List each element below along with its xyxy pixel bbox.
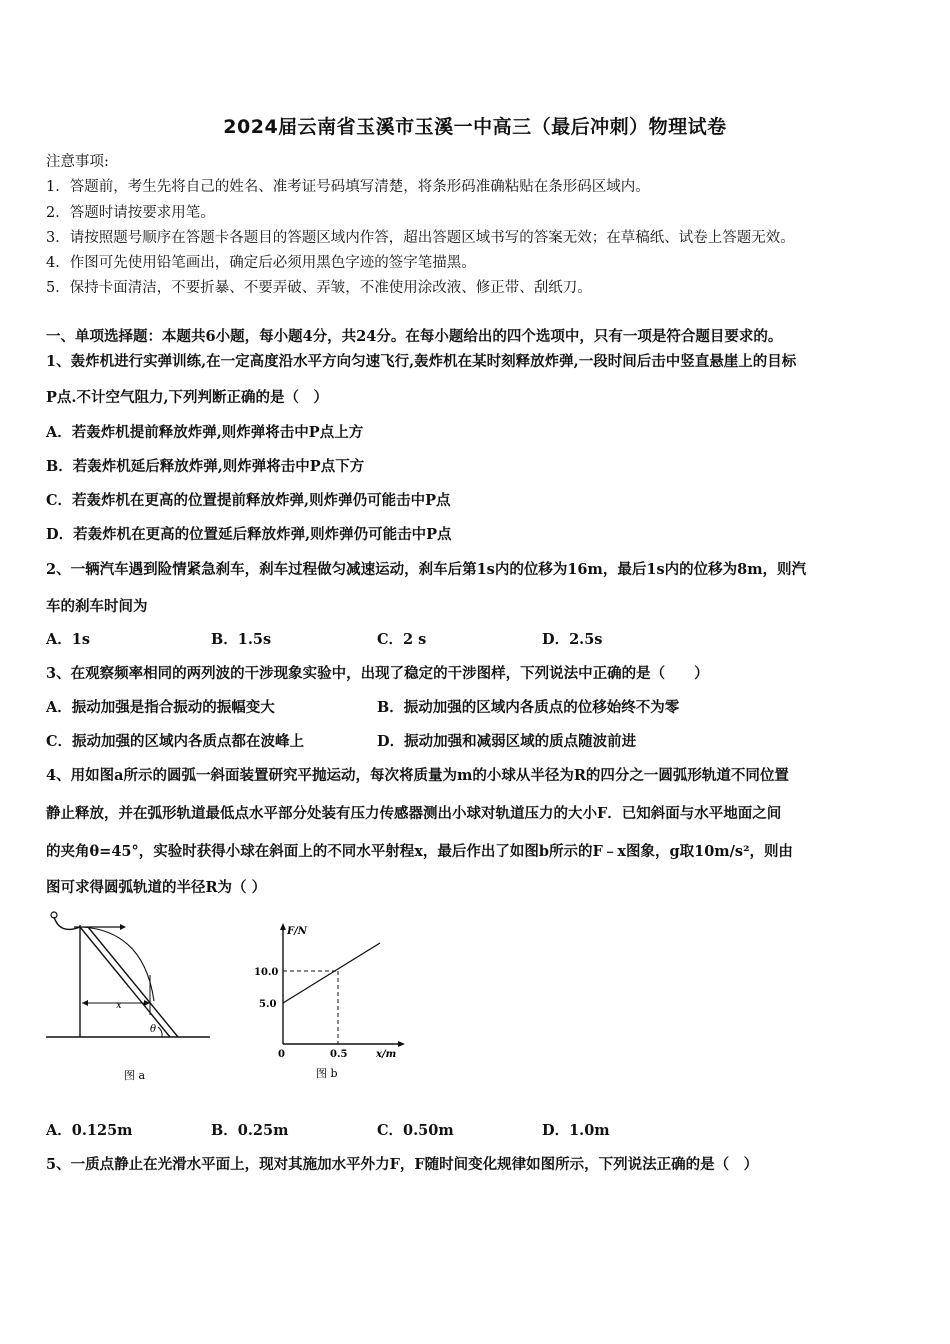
q1-stem-line: 1、轰炸机进行实弹训练,在一定高度沿水平方向匀速飞行,轰炸机在某时刻释放炸弹,一段时间后击中竖直悬崖上的目标 [46, 353, 797, 370]
fig-b-x-tick-05: 0.5 [330, 1049, 348, 1060]
q2-stem-line: 2、一辆汽车遇到险情紧急刹车，刹车过程做匀减速运动，刹车后第1s内的位移为16m，最后1s内的位移为8m，则汽 [46, 561, 807, 578]
fig-b-y-tick-10: 10.0 [254, 967, 279, 978]
q3-option-c: C．振动加强的区域内各质点都在波峰上 [46, 733, 305, 750]
q2-option-b: B．1.5s [211, 631, 272, 648]
fig-b-origin-label: 0 [278, 1049, 285, 1060]
q4-stem-line: 4、用如图a所示的圆弧一斜面装置研究平抛运动，每次将质量为m的小球从半径为R的四分之一圆弧形轨道不同位置 [46, 767, 789, 784]
q2-option-c: C．2 s [377, 631, 427, 648]
q4-option-c: C．0.50m [377, 1122, 454, 1139]
fig-b-x-axis-label: x/m [376, 1049, 397, 1060]
q4-stem-line: 图可求得圆弧轨道的半径R为（ ） [46, 879, 267, 896]
q2-stem-line: 车的刹车时间为 [46, 598, 148, 615]
fig-b-y-tick-5: 5.0 [259, 999, 277, 1010]
q3-option-b: B．振动加强的区域内各质点的位移始终不为零 [377, 699, 680, 716]
q4-stem-line: 静止释放，并在弧形轨道最低点水平部分处装有压力传感器测出小球对轨道压力的大小F．已知斜面与水平地面之间 [46, 805, 782, 822]
notice-heading: 注意事项: [46, 154, 109, 170]
q1-stem-line: P点.不计空气阻力,下列判断正确的是（ ） [46, 389, 328, 406]
q4-stem-line: 的夹角θ=45°，实验时获得小球在斜面上的不同水平射程x，最后作出了如图b所示的F﹣x图象，g取10m/s²，则由 [46, 843, 793, 860]
q2-option-a: A．1s [46, 631, 91, 648]
fig-a-caption: 图 a [124, 1069, 146, 1082]
fig-b-f-x-line [283, 943, 380, 1003]
notice-item: 2．答题时请按要求用笔。 [46, 205, 215, 221]
notice-item: 5．保持卡面清洁，不要折暴、不要弄破、弄皱，不准使用涂改液、修正带、刮纸刀。 [46, 280, 592, 296]
q3-option-a: A．振动加强是指合振动的振幅变大 [46, 699, 275, 716]
q1-option-c: C．若轰炸机在更高的位置提前释放炸弹,则炸弹仍可能击中P点 [46, 492, 451, 509]
fig-b-caption: 图 b [316, 1067, 338, 1080]
figure-a-arc-incline-apparatus [44, 905, 216, 1085]
notice-item: 3．请按照题号顺序在答题卡各题目的答题区域内作答，超出答题区域书写的答案无效；在草稿纸、试卷上答题无效。 [46, 230, 795, 246]
page-title: 2024届云南省玉溪市玉溪一中高三（最后冲刺）物理试卷 [223, 116, 727, 138]
notice-item: 1．答题前，考生先将自己的姓名、准考证号码填写清楚，将条形码准确粘贴在条形码区域内。 [46, 179, 650, 195]
q4-option-d: D．1.0m [542, 1122, 610, 1139]
notice-item: 4．作图可先使用铅笔画出，确定后必须用黑色字迹的签字笔描黑。 [46, 255, 476, 271]
q1-option-d: D．若轰炸机在更高的位置延后释放炸弹,则炸弹仍可能击中P点 [46, 526, 452, 543]
q3-stem-line: 3、在观察频率相同的两列波的干涉现象实验中，出现了稳定的干涉图样，下列说法中正确的是（ ） [46, 665, 709, 682]
fig-b-y-axis-label: F/N [287, 926, 307, 937]
q2-option-d: D．2.5s [542, 631, 603, 648]
q5-stem-line: 5、一质点静止在光滑水平面上，现对其施加水平外力F，F随时间变化规律如图所示，下列说法正确的是（ ） [46, 1156, 759, 1173]
q3-option-d: D．振动加强和减弱区域的质点随波前进 [377, 733, 637, 750]
q1-option-a: A．若轰炸机提前释放炸弹,则炸弹将击中P点上方 [46, 424, 364, 441]
q4-option-b: B．0.25m [211, 1122, 289, 1139]
q4-option-a: A．0.125m [46, 1122, 133, 1139]
figure-b-f-x-graph [250, 920, 410, 1080]
section-heading: 一、单项选择题：本题共6小题，每小题4分，共24分。在每小题给出的四个选项中，只有一项是符合题目要求的。 [46, 328, 783, 345]
fig-a-angle-label: θ [150, 1024, 157, 1035]
q1-option-b: B．若轰炸机延后释放炸弹,则炸弹将击中P点下方 [46, 458, 365, 475]
fig-a-x-label: x [116, 1000, 122, 1011]
